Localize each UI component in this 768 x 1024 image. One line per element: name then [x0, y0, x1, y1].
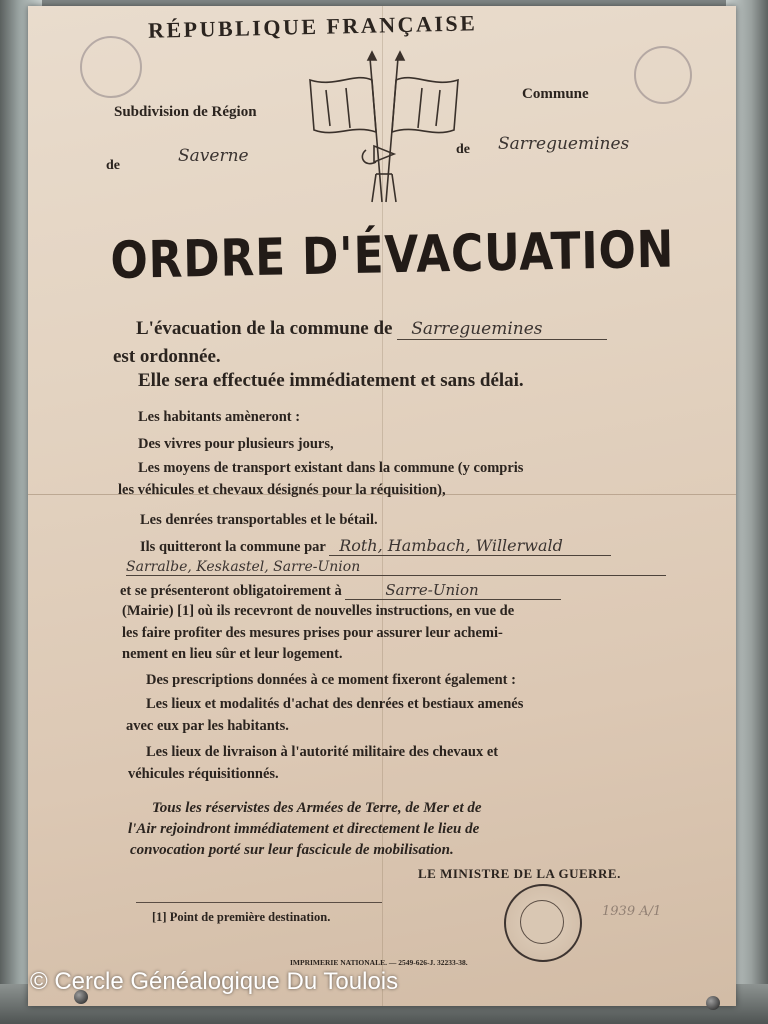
commune-field: Sarreguemines: [397, 319, 607, 340]
flags-emblem-icon: [306, 50, 462, 210]
body-line-4: Les habitants amèneront :: [138, 409, 301, 425]
stamp-top-left: [80, 36, 142, 98]
body-line-12: (Mairie) [1] où ils recevront de nouvelles instructions, en vue de: [122, 603, 515, 619]
ministry-seal-icon: [504, 884, 582, 962]
reservists-line-1: Tous les réservistes des Armées de Terre, de Mer et de: [152, 800, 482, 816]
subdivision-label: Subdivision de Région: [114, 104, 257, 120]
printer-line: IMPRIMERIE NATIONALE. — 2549-626-J. 32233-38.: [290, 958, 468, 967]
body-line-17: avec eux par les habitants.: [126, 718, 289, 734]
copyright-watermark: © Cercle Généalogique Du Toulois: [30, 968, 399, 995]
body-line-7: les véhicules et chevaux désignés pour la réquisition),: [118, 482, 446, 498]
route-field: Roth, Hambach, Willerwald: [329, 536, 611, 556]
body-line-3: Elle sera effectuée immédiatement et sans délai.: [138, 370, 524, 391]
body-line-9: [140, 536, 611, 556]
reservists-line-2: l'Air rejoindront immédiatement et directement le lieu de: [128, 821, 480, 837]
body-line-6: Les moyens de transport existant dans la commune (y compris: [138, 460, 524, 476]
de-right-label: de: [456, 142, 470, 157]
minister-signature: LE MINISTRE DE LA GUERRE.: [418, 866, 621, 881]
footnote: [1] Point de première destination.: [152, 910, 331, 924]
body-line-13: les faire profiter des mesures prises pour assurer leur achemi-: [122, 625, 503, 641]
body-line-1: [136, 318, 607, 340]
body-line-11: [120, 581, 561, 600]
body-line-19: véhicules réquisitionnés.: [128, 766, 279, 782]
body-line-10: [126, 558, 666, 576]
body-line-5: Des vivres pour plusieurs jours,: [138, 436, 334, 452]
footnote-rule: [136, 902, 382, 903]
body-line-9-text: Ils quitteront la commune par: [140, 539, 326, 555]
handwritten-annotation: 1939 A/1: [602, 904, 662, 919]
republic-heading: RÉPUBLIQUE FRANÇAISE: [147, 10, 478, 43]
commune-label: Commune: [522, 86, 589, 102]
commune-value: Sarreguemines: [498, 134, 630, 154]
stamp-top-right: [634, 46, 692, 104]
poster-title: ORDRE D'ÉVACUATION: [110, 220, 675, 291]
route-field-continued: Sarralbe, Keskastel, Sarre-Union: [126, 559, 666, 576]
body-line-8: Les denrées transportables et le bétail.: [140, 512, 378, 528]
body-line-11-text: et se présenteront obligatoirement à: [120, 583, 342, 599]
reservists-line-3: convocation porté sur leur fascicule de mobilisation.: [130, 842, 454, 858]
body-line-15: Des prescriptions données à ce moment fixeront également :: [146, 672, 516, 688]
subdivision-value: Saverne: [178, 146, 249, 166]
de-left-label: de: [106, 158, 120, 173]
destination-field: Sarre-Union: [345, 581, 561, 600]
body-line-16: Les lieux et modalités d'achat des denrées et bestiaux amenés: [146, 696, 524, 712]
body-line-18: Les lieux de livraison à l'autorité militaire des chevaux et: [146, 744, 499, 760]
body-line-1-text: L'évacuation de la commune de: [136, 318, 393, 339]
evacuation-poster: [28, 6, 736, 1006]
body-line-2: est ordonnée.: [113, 346, 221, 367]
body-line-14: nement en lieu sûr et leur logement.: [122, 646, 343, 662]
pin-icon: [706, 996, 720, 1010]
